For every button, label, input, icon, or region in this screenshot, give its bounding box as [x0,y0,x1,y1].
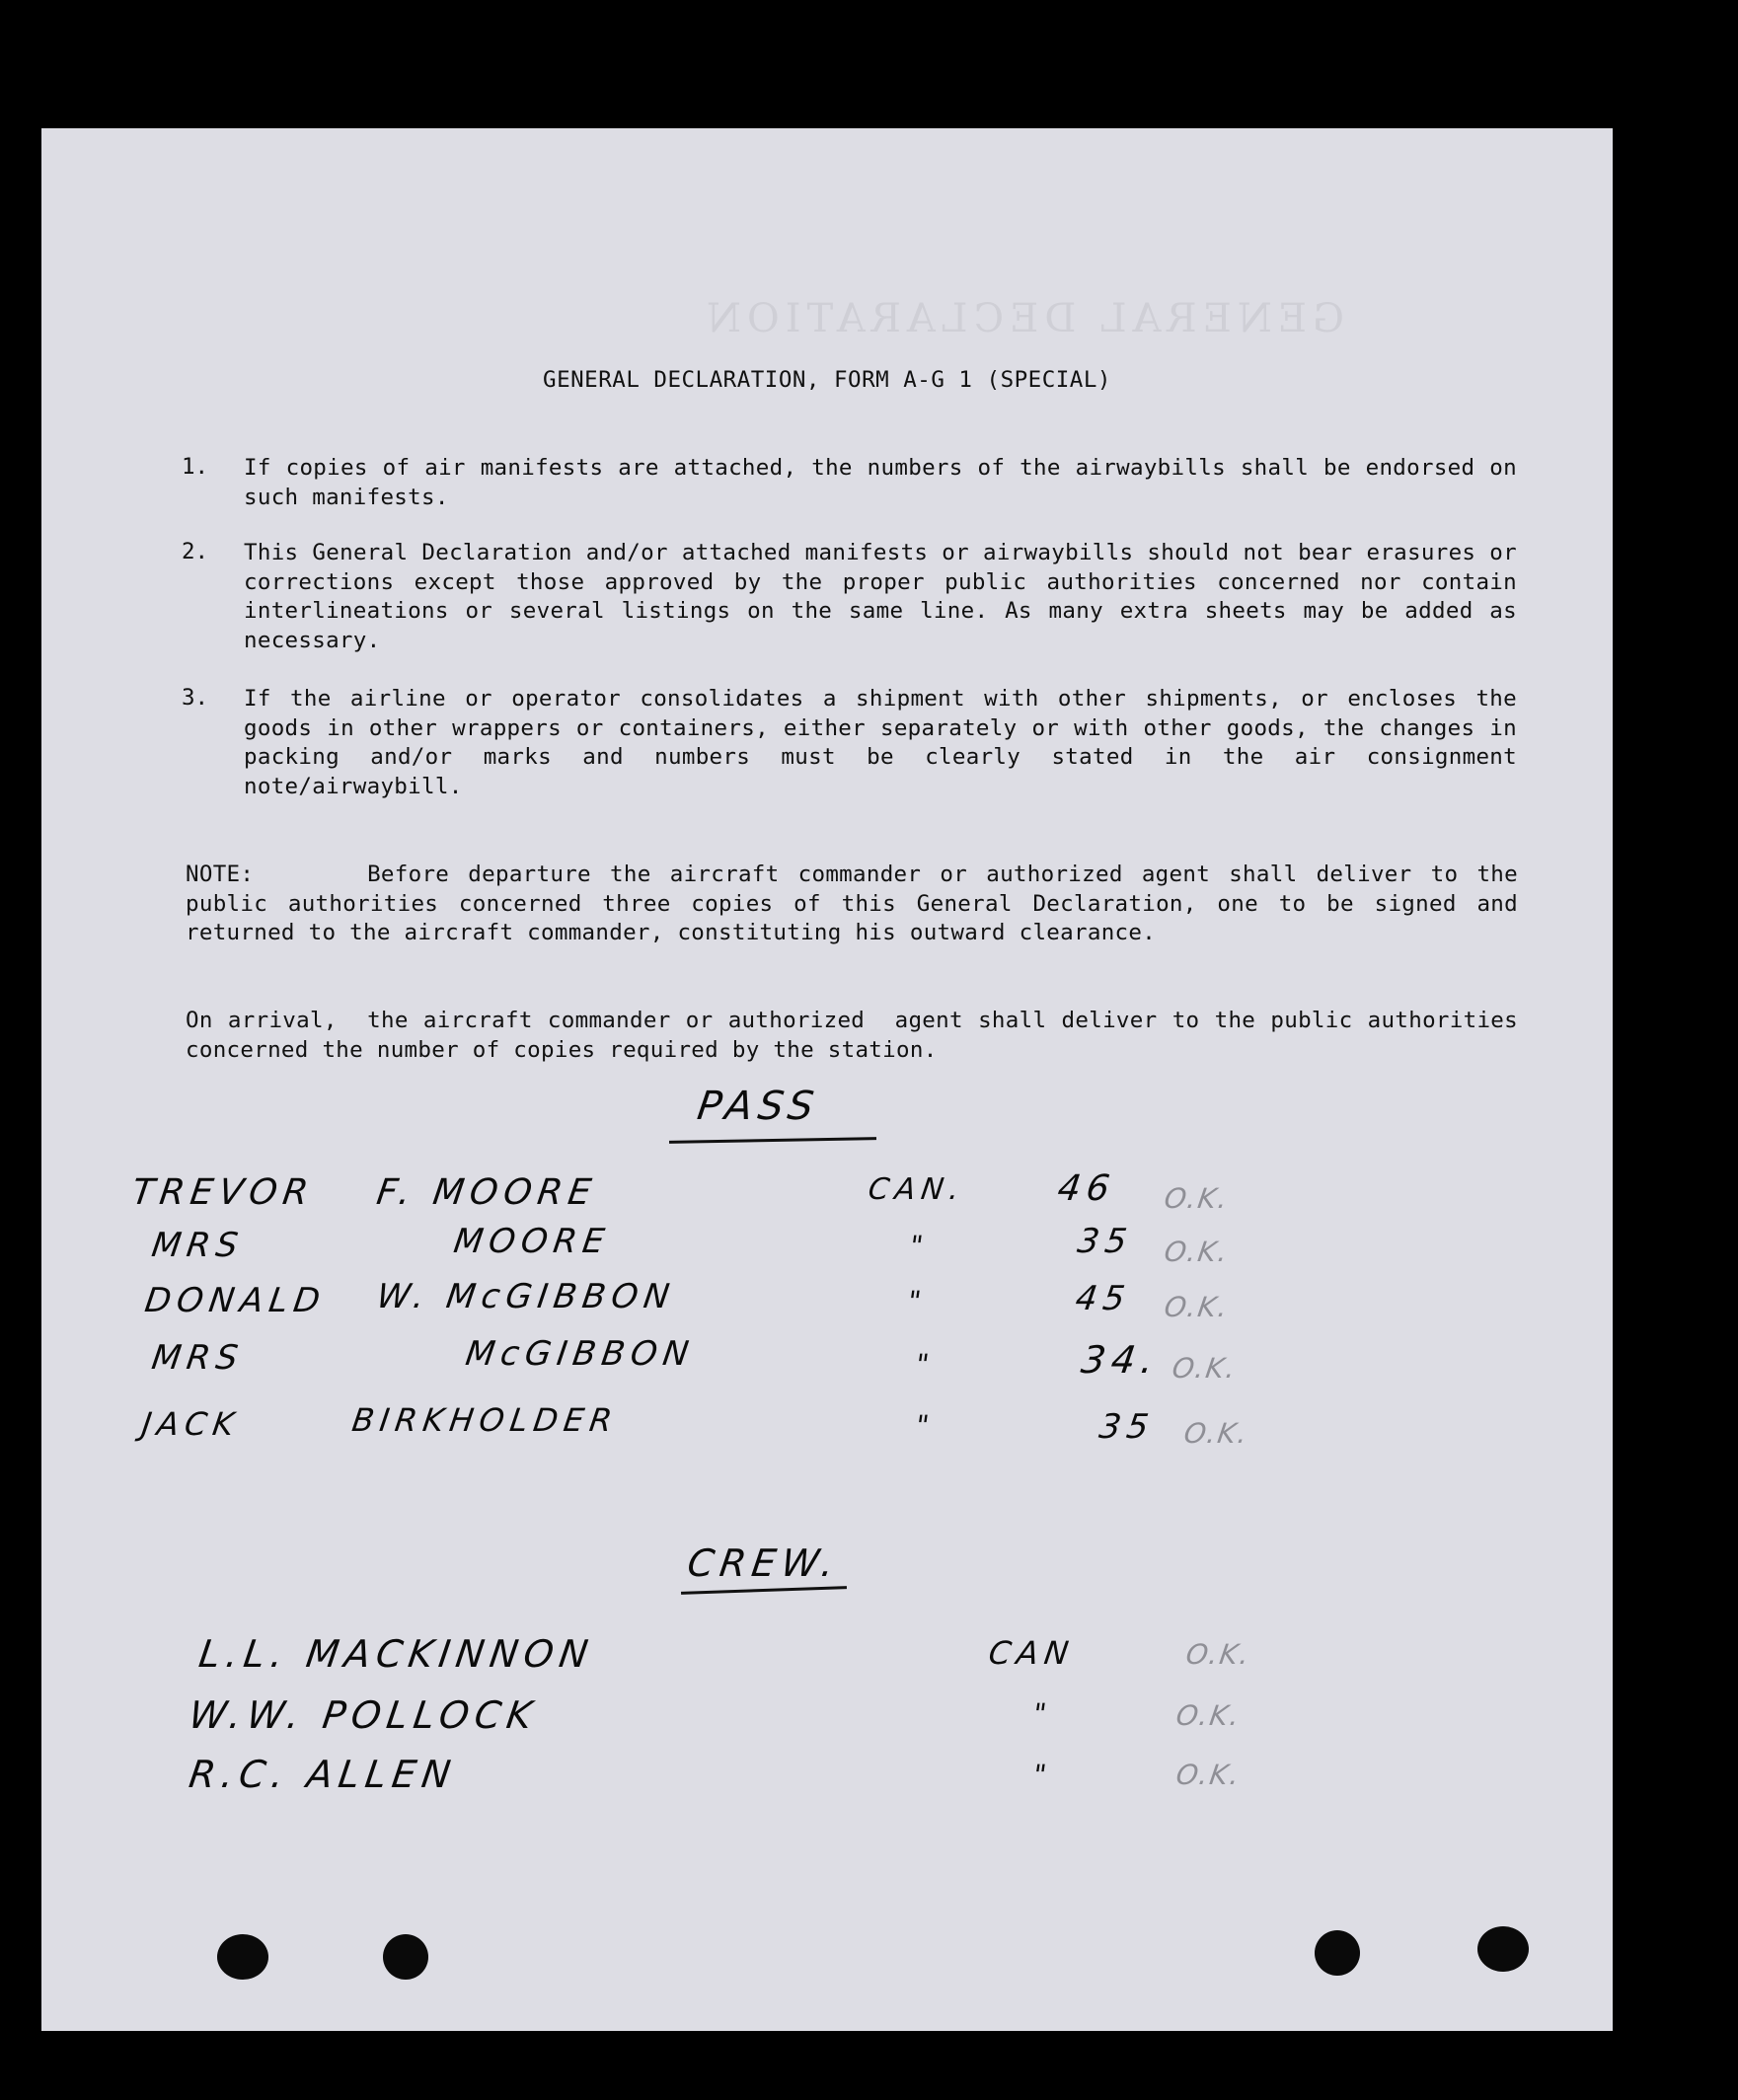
passenger-nationality: " [913,1348,938,1381]
passenger-check-mark: O.K. [1162,1182,1232,1215]
passenger-last-name: BIRKHOLDER [349,1401,621,1439]
crew-nationality: " [1030,1697,1055,1730]
passenger-last-name: McGIBBON [463,1334,698,1374]
passenger-nationality: " [907,1230,932,1262]
passenger-nationality: CAN. [866,1172,967,1207]
punch-hole [383,1934,428,1980]
passenger-check-mark: O.K. [1181,1417,1251,1450]
item-3-text: If the airline or operator consolidates a shipment with other shipments, or encloses the goods in other wrappers or containers, either separately or with other goods, the changes in packing and/or marks and numbers must be clearly stated in the air consignment note/airwaybill. [244,686,1517,799]
passenger-age: 45 [1073,1279,1134,1318]
passenger-nationality: " [905,1285,930,1317]
note-paragraph: NOTE: Before departure the aircraft commander or authorized agent shall deliver to the public authorities concerned three copies of this General Declaration, one to be signed and returned to the aircraft commander, constituting his outward clearance. [186,862,1532,945]
crew-name: R.C. ALLEN [186,1753,460,1796]
item-2-number: 2. [182,539,209,564]
passenger-first-name: MRS [149,1226,247,1265]
passenger-first-name: JACK [139,1405,243,1443]
item-1-number: 1. [182,454,209,480]
item-1-text: If copies of air manifests are attached, the numbers of the airwaybills shall be endorsed on such manifests. [244,455,1517,510]
crew-nationality: " [1030,1759,1055,1791]
crew-heading-underline [681,1586,847,1595]
crew-check-mark: O.K. [1183,1638,1253,1671]
punch-hole [1477,1926,1529,1972]
passenger-age: 35 [1075,1222,1136,1261]
crew-check-mark: O.K. [1173,1699,1244,1732]
passenger-age: 35 [1096,1407,1158,1447]
reverse-side-bleed-through: GENERAL DECLARATION [700,296,1344,341]
passenger-nationality: " [913,1409,938,1442]
passenger-check-mark: O.K. [1162,1236,1232,1268]
passenger-check-mark: O.K. [1162,1291,1232,1323]
passenger-last-name: W. McGIBBON [374,1277,678,1316]
passenger-last-name: MOORE [451,1222,613,1261]
passenger-first-name: TREVOR [129,1172,317,1213]
crew-heading: CREW. [684,1541,843,1585]
crew-nationality: CAN [986,1634,1077,1672]
crew-name: L.L. MACKINNON [195,1632,597,1676]
crew-check-mark: O.K. [1173,1759,1244,1791]
arrival-paragraph: On arrival, the aircraft commander or authorized agent shall deliver to the public authorities concerned the number of copies required by the station. [186,1008,1532,1063]
document-page [41,128,1613,2031]
punch-hole [1315,1930,1360,1976]
passenger-check-mark: O.K. [1170,1352,1240,1385]
document-title: GENERAL DECLARATION, FORM A-G 1 (SPECIAL) [543,367,1111,393]
item-2-text: This General Declaration and/or attached manifests or airwaybills should not bear erasures or corrections except those approved by the proper public authorities concerned nor contain interlineations or several listings on the same line. As many extra sheets may be added as necessary. [244,540,1517,653]
passenger-first-name: MRS [149,1338,247,1378]
passengers-heading: PASS [694,1084,823,1129]
passenger-last-name: F. MOORE [374,1172,600,1213]
passenger-first-name: DONALD [142,1281,329,1320]
passenger-age: 46 [1055,1168,1118,1209]
passenger-age: 34. [1078,1338,1163,1382]
item-3-number: 3. [182,685,209,711]
punch-hole [217,1934,268,1980]
passengers-heading-underline [669,1137,876,1144]
crew-name: W.W. POLLOCK [186,1693,541,1737]
